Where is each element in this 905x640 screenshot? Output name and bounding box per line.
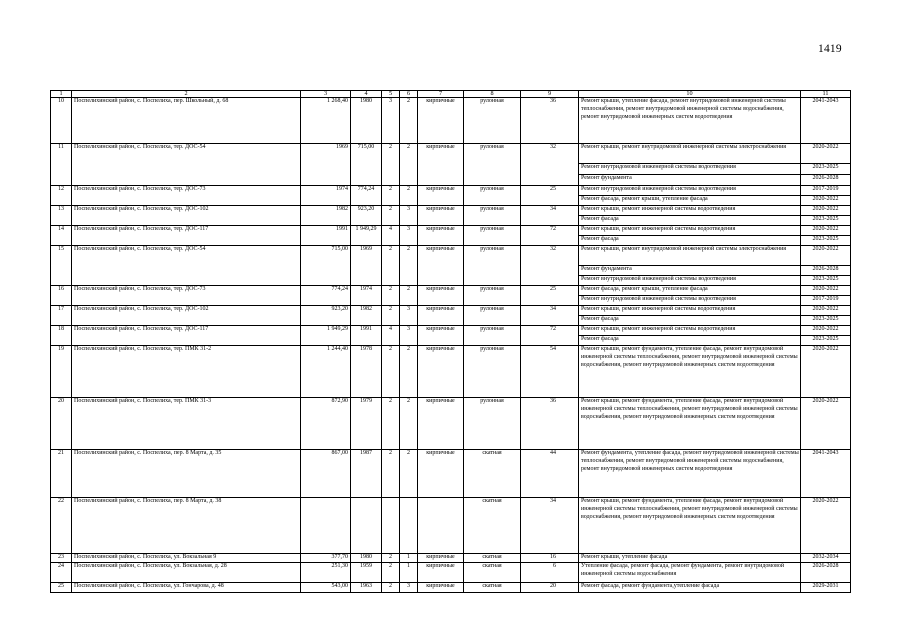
period-cell: 2032-2034 xyxy=(801,554,851,563)
wall-material-cell: кирпичные xyxy=(418,346,464,398)
roof-type-cell: рулонная xyxy=(464,206,521,226)
apartments-cell: 20 xyxy=(521,583,579,593)
work-type-cell: Ремонт фасада, ремонт крыши, утепление фасада xyxy=(579,286,801,296)
work-type-cell: Ремонт фасада xyxy=(579,336,801,346)
year-cell: 715,00 xyxy=(351,144,382,186)
table-row xyxy=(51,306,851,316)
row-number-cell: 10 xyxy=(51,98,72,144)
floors-cell: 2 xyxy=(382,286,400,306)
area-cell: 1982 xyxy=(301,206,351,226)
year-cell: 1978 xyxy=(351,346,382,398)
entrances-cell: 2 xyxy=(400,286,418,306)
year-cell: 774,24 xyxy=(351,186,382,206)
floors-cell: 2 xyxy=(382,144,400,186)
area-cell: 377,70 xyxy=(301,554,351,563)
roof-type-cell: рулонная xyxy=(464,398,521,450)
row-number-cell: 16 xyxy=(51,286,72,306)
table-row xyxy=(51,498,851,554)
row-number-cell: 15 xyxy=(51,246,72,286)
year-cell: 1991 xyxy=(351,326,382,346)
floors-cell: 2 xyxy=(382,346,400,398)
address-cell: Поспелихинский район, с. Поспелиха, тер. ПМК 31-2 xyxy=(72,346,301,398)
address-cell: Поспелихинский район, с. Поспелиха, ул. Гончарова, д. 48 xyxy=(72,583,301,593)
work-type-cell: Ремонт крыши, утепление фасада xyxy=(579,554,801,563)
wall-material-cell: кирпичные xyxy=(418,246,464,286)
floors-cell: 2 xyxy=(382,186,400,206)
period-cell: 2023-2025 xyxy=(801,276,851,286)
period-cell: 2020-2022 xyxy=(801,144,851,164)
address-cell: Поспелихинский район, с. Поспелиха, тер. ДОС-102 xyxy=(72,306,301,326)
floors-cell: 2 xyxy=(382,206,400,226)
year-cell: 1982 xyxy=(351,306,382,326)
entrances-cell: 2 xyxy=(400,246,418,286)
row-number-cell: 18 xyxy=(51,326,72,346)
work-type-cell: Ремонт крыши, ремонт инженерной системы водоотведения xyxy=(579,206,801,216)
row-number-cell: 14 xyxy=(51,226,72,246)
entrances-cell: 1 xyxy=(400,563,418,583)
work-type-cell: Утепление фасада, ремонт фасада, ремонт фундамента, ремонт внутридомовой инженерной системы водоснабжения xyxy=(579,563,801,583)
floors-cell: 2 xyxy=(382,398,400,450)
row-number-cell: 22 xyxy=(51,498,72,554)
area-cell: 867,00 xyxy=(301,450,351,498)
table-row xyxy=(51,326,851,336)
column-number-3: 3 xyxy=(301,91,351,98)
area-cell: 923,20 xyxy=(301,306,351,326)
work-type-cell: Ремонт фасада xyxy=(579,216,801,226)
row-number-cell: 12 xyxy=(51,186,72,206)
entrances-cell: 1 xyxy=(400,554,418,563)
period-cell: 2020-2022 xyxy=(801,326,851,336)
row-number-cell: 17 xyxy=(51,306,72,326)
area-cell: 1974 xyxy=(301,186,351,206)
work-type-cell: Ремонт крыши, ремонт фундамента, утепление фасада, ремонт внутридомовой инженерной системы теплоснабжения, ремонт внутридомовой инженерной системы водоснабжения, ремонт внутридомовой инженерных систем водоотведения xyxy=(579,498,801,554)
address-cell: Поспелихинский район, с. Поспелиха, тер. ДОС-117 xyxy=(72,326,301,346)
entrances-cell: 2 xyxy=(400,98,418,144)
apartments-cell: 72 xyxy=(521,226,579,246)
apartments-cell: 25 xyxy=(521,186,579,206)
entrances-cell: 3 xyxy=(400,226,418,246)
floors-cell: 2 xyxy=(382,554,400,563)
column-number-5: 5 xyxy=(382,91,400,98)
apartments-cell: 72 xyxy=(521,326,579,346)
apartments-cell: 25 xyxy=(521,286,579,306)
period-cell: 2023-2025 xyxy=(801,336,851,346)
entrances-cell: 2 xyxy=(400,450,418,498)
year-cell: 1963 xyxy=(351,583,382,593)
period-cell: 2023-2025 xyxy=(801,236,851,246)
floors-cell: 2 xyxy=(382,583,400,593)
period-cell: 2017-2019 xyxy=(801,186,851,196)
roof-type-cell: скатная xyxy=(464,554,521,563)
entrances-cell: 3 xyxy=(400,206,418,226)
year-cell: 923,20 xyxy=(351,206,382,226)
work-type-cell: Ремонт внутридомовой инженерной системы водоотведения xyxy=(579,296,801,306)
work-type-cell: Ремонт крыши, ремонт инженерной системы водоотведения xyxy=(579,326,801,336)
area-cell xyxy=(301,498,351,554)
entrances-cell: 2 xyxy=(400,186,418,206)
area-cell: 1 268,40 xyxy=(301,98,351,144)
row-number-cell: 21 xyxy=(51,450,72,498)
floors-cell xyxy=(382,498,400,554)
work-type-cell: Ремонт фасада, ремонт крыши, утепление фасада xyxy=(579,196,801,206)
wall-material-cell xyxy=(418,498,464,554)
row-number-cell: 11 xyxy=(51,144,72,186)
entrances-cell xyxy=(400,498,418,554)
column-number-9: 9 xyxy=(521,91,579,98)
work-type-cell: Ремонт фасада xyxy=(579,316,801,326)
table-row xyxy=(51,583,851,593)
floors-cell: 2 xyxy=(382,563,400,583)
apartments-cell: 44 xyxy=(521,450,579,498)
work-type-cell: Ремонт крыши, утепление фасада, ремонт внутридомовой инженерной системы теплоснабжения, ремонт внутридомовой инженерной системы водоснабжения, ремонт внутридомовой инженерных систем водоотведения xyxy=(579,98,801,144)
entrances-cell: 3 xyxy=(400,306,418,326)
period-cell: 2041-2043 xyxy=(801,98,851,144)
work-type-cell: Ремонт крыши, ремонт инженерной системы водоотведения xyxy=(579,226,801,236)
column-number-6: 6 xyxy=(400,91,418,98)
apartments-cell: 34 xyxy=(521,206,579,226)
year-cell: 1959 xyxy=(351,563,382,583)
work-type-cell: Ремонт внутридомовой инженерной системы водоотведения xyxy=(579,276,801,286)
table-row xyxy=(51,450,851,498)
period-cell: 2020-2022 xyxy=(801,498,851,554)
year-cell: 1 949,29 xyxy=(351,226,382,246)
year-cell: 1980 xyxy=(351,554,382,563)
wall-material-cell: кирпичные xyxy=(418,554,464,563)
address-cell: Поспелихинский район, с. Поспелиха, тер. ПМК 31-3 xyxy=(72,398,301,450)
wall-material-cell: кирпичные xyxy=(418,326,464,346)
work-type-cell: Ремонт крыши, ремонт инженерной системы водоотведения xyxy=(579,306,801,316)
year-cell: 1969 xyxy=(351,246,382,286)
wall-material-cell: кирпичные xyxy=(418,226,464,246)
apartments-cell: 34 xyxy=(521,498,579,554)
row-number-cell: 13 xyxy=(51,206,72,226)
apartments-cell: 36 xyxy=(521,398,579,450)
area-cell: 872,90 xyxy=(301,398,351,450)
year-cell: 1979 xyxy=(351,398,382,450)
work-type-cell: Ремонт внутридомовой инженерной системы водоотведения xyxy=(579,164,801,175)
period-cell: 2020-2022 xyxy=(801,306,851,316)
period-cell: 2020-2022 xyxy=(801,246,851,266)
period-cell: 2017-2019 xyxy=(801,296,851,306)
column-number-10: 10 xyxy=(579,91,801,98)
roof-type-cell: скатная xyxy=(464,498,521,554)
period-cell: 2026-2028 xyxy=(801,266,851,276)
apartments-cell: 34 xyxy=(521,306,579,326)
roof-type-cell: скатная xyxy=(464,583,521,593)
roof-type-cell: скатная xyxy=(464,563,521,583)
roof-type-cell: рулонная xyxy=(464,306,521,326)
row-number-cell: 23 xyxy=(51,554,72,563)
apartments-cell: 6 xyxy=(521,563,579,583)
table-row xyxy=(51,286,851,296)
entrances-cell: 2 xyxy=(400,346,418,398)
entrances-cell: 3 xyxy=(400,583,418,593)
year-cell: 1980 xyxy=(351,98,382,144)
floors-cell: 2 xyxy=(382,246,400,286)
work-type-cell: Ремонт крыши, ремонт фундамента, утепление фасада, ремонт внутридомовой инженерной системы теплоснабжения, ремонт внутридомовой инженерной системы водоснабжения, ремонт внутридомовой инженерных систем водоотведения xyxy=(579,346,801,398)
roof-type-cell: рулонная xyxy=(464,246,521,286)
work-type-cell: Ремонт фундамента xyxy=(579,266,801,276)
area-cell: 1 949,29 xyxy=(301,326,351,346)
work-type-cell: Ремонт фасада, ремонт фундамента,утепление фасада xyxy=(579,583,801,593)
wall-material-cell: кирпичные xyxy=(418,144,464,186)
apartments-cell: 32 xyxy=(521,144,579,186)
period-cell: 2029-2031 xyxy=(801,583,851,593)
wall-material-cell: кирпичные xyxy=(418,286,464,306)
roof-type-cell: рулонная xyxy=(464,226,521,246)
address-cell: Поспелихинский район, с. Поспелиха, тер. ДОС-102 xyxy=(72,206,301,226)
table-row xyxy=(51,186,851,196)
apartments-cell: 54 xyxy=(521,346,579,398)
address-cell: Поспелихинский район, с. Поспелиха, тер. ДОС-73 xyxy=(72,286,301,306)
roof-type-cell: рулонная xyxy=(464,346,521,398)
table-row xyxy=(51,398,851,450)
period-cell: 2026-2028 xyxy=(801,563,851,583)
address-cell: Поспелихинский район, с. Поспелиха, тер. ДОС-117 xyxy=(72,226,301,246)
roof-type-cell: рулонная xyxy=(464,286,521,306)
work-type-cell: Ремонт крыши, ремонт внутридомовой инженерной системы электроснабжения xyxy=(579,246,801,266)
floors-cell: 3 xyxy=(382,98,400,144)
year-cell xyxy=(351,498,382,554)
address-cell: Поспелихинский район, с. Поспелиха, тер. ДОС-73 xyxy=(72,186,301,206)
address-cell: Поспелихинский район, с. Поспелиха, пер. 8 Марта, д. 35 xyxy=(72,450,301,498)
roof-type-cell: рулонная xyxy=(464,326,521,346)
page-number: 1419 xyxy=(818,43,842,55)
period-cell: 2020-2022 xyxy=(801,226,851,236)
area-cell: 251,30 xyxy=(301,563,351,583)
table-row xyxy=(51,246,851,266)
wall-material-cell: кирпичные xyxy=(418,306,464,326)
address-cell: Поспелихинский район, с. Поспелиха, тер. ДОС-54 xyxy=(72,144,301,186)
apartments-cell: 32 xyxy=(521,246,579,286)
table-row xyxy=(51,563,851,583)
column-number-4: 4 xyxy=(351,91,382,98)
wall-material-cell: кирпичные xyxy=(418,450,464,498)
address-cell: Поспелихинский район, с. Поспелиха, тер. ДОС-54 xyxy=(72,246,301,286)
repair-schedule-table xyxy=(50,90,850,593)
entrances-cell: 2 xyxy=(400,398,418,450)
period-cell: 2020-2022 xyxy=(801,286,851,296)
row-number-cell: 19 xyxy=(51,346,72,398)
area-cell: 715,00 xyxy=(301,246,351,286)
roof-type-cell: рулонная xyxy=(464,98,521,144)
table-row xyxy=(51,206,851,216)
table-row xyxy=(51,554,851,563)
floors-cell: 4 xyxy=(382,326,400,346)
row-number-cell: 25 xyxy=(51,583,72,593)
column-number-7: 7 xyxy=(418,91,464,98)
period-cell: 2020-2022 xyxy=(801,346,851,398)
wall-material-cell: кирпичные xyxy=(418,206,464,226)
column-number-1: 1 xyxy=(51,91,72,98)
period-cell: 2020-2022 xyxy=(801,196,851,206)
roof-type-cell: рулонная xyxy=(464,144,521,186)
year-cell: 1974 xyxy=(351,286,382,306)
floors-cell: 4 xyxy=(382,226,400,246)
period-cell: 2026-2028 xyxy=(801,175,851,186)
wall-material-cell: кирпичные xyxy=(418,398,464,450)
roof-type-cell: скатная xyxy=(464,450,521,498)
column-number-11: 11 xyxy=(801,91,851,98)
column-number-8: 8 xyxy=(464,91,521,98)
work-type-cell: Ремонт фундамента, утепление фасада, ремонт внутридомовой инженерной системы теплоснабжения, ремонт внутридомовой инженерной системы водоснабжения, ремонт внутридомовой инженерных систем водоотведения xyxy=(579,450,801,498)
work-type-cell: Ремонт крыши, ремонт внутридомовой инженерной системы электроснабжения xyxy=(579,144,801,164)
work-type-cell: Ремонт фасада xyxy=(579,236,801,246)
floors-cell: 2 xyxy=(382,450,400,498)
column-number-2: 2 xyxy=(72,91,301,98)
table-row xyxy=(51,346,851,398)
table-row xyxy=(51,98,851,144)
work-type-cell: Ремонт внутридомовой инженерной системы водоотведения xyxy=(579,186,801,196)
address-cell: Поспелихинский район, с. Поспелиха, пер. 8 Марта, д. 38 xyxy=(72,498,301,554)
address-cell: Поспелихинский район, с. Поспелиха, пер. Школьный, д. 68 xyxy=(72,98,301,144)
apartments-cell: 16 xyxy=(521,554,579,563)
wall-material-cell: кирпичные xyxy=(418,186,464,206)
period-cell: 2020-2022 xyxy=(801,398,851,450)
table-row xyxy=(51,144,851,164)
table-row xyxy=(51,226,851,236)
year-cell: 1987 xyxy=(351,450,382,498)
entrances-cell: 2 xyxy=(400,144,418,186)
area-cell: 1991 xyxy=(301,226,351,246)
floors-cell: 2 xyxy=(382,306,400,326)
area-cell: 1969 xyxy=(301,144,351,186)
apartments-cell: 36 xyxy=(521,98,579,144)
period-cell: 2023-2025 xyxy=(801,216,851,226)
roof-type-cell: рулонная xyxy=(464,186,521,206)
wall-material-cell: кирпичные xyxy=(418,98,464,144)
work-type-cell: Ремонт крыши, ремонт фундамента, утепление фасада, ремонт внутридомовой инженерной системы теплоснабжения, ремонт внутридомовой инженерной системы водоснабжения, ремонт внутридомовой инженерных систем водоотведения xyxy=(579,398,801,450)
period-cell: 2020-2022 xyxy=(801,206,851,216)
entrances-cell: 3 xyxy=(400,326,418,346)
work-type-cell: Ремонт фундамента xyxy=(579,175,801,186)
wall-material-cell: кирпичные xyxy=(418,563,464,583)
period-cell: 2041-2043 xyxy=(801,450,851,498)
wall-material-cell: кирпичные xyxy=(418,583,464,593)
area-cell: 1 244,40 xyxy=(301,346,351,398)
period-cell: 2023-2025 xyxy=(801,316,851,326)
address-cell: Поспелихинский район, с. Поспелиха, ул. Вокзальная, д. 28 xyxy=(72,563,301,583)
period-cell: 2023-2025 xyxy=(801,164,851,175)
row-number-cell: 20 xyxy=(51,398,72,450)
area-cell: 543,00 xyxy=(301,583,351,593)
address-cell: Поспелихинский район, с. Поспелиха, ул. Вокзальная 9 xyxy=(72,554,301,563)
area-cell: 774,24 xyxy=(301,286,351,306)
column-numbers-row xyxy=(51,91,851,98)
row-number-cell: 24 xyxy=(51,563,72,583)
